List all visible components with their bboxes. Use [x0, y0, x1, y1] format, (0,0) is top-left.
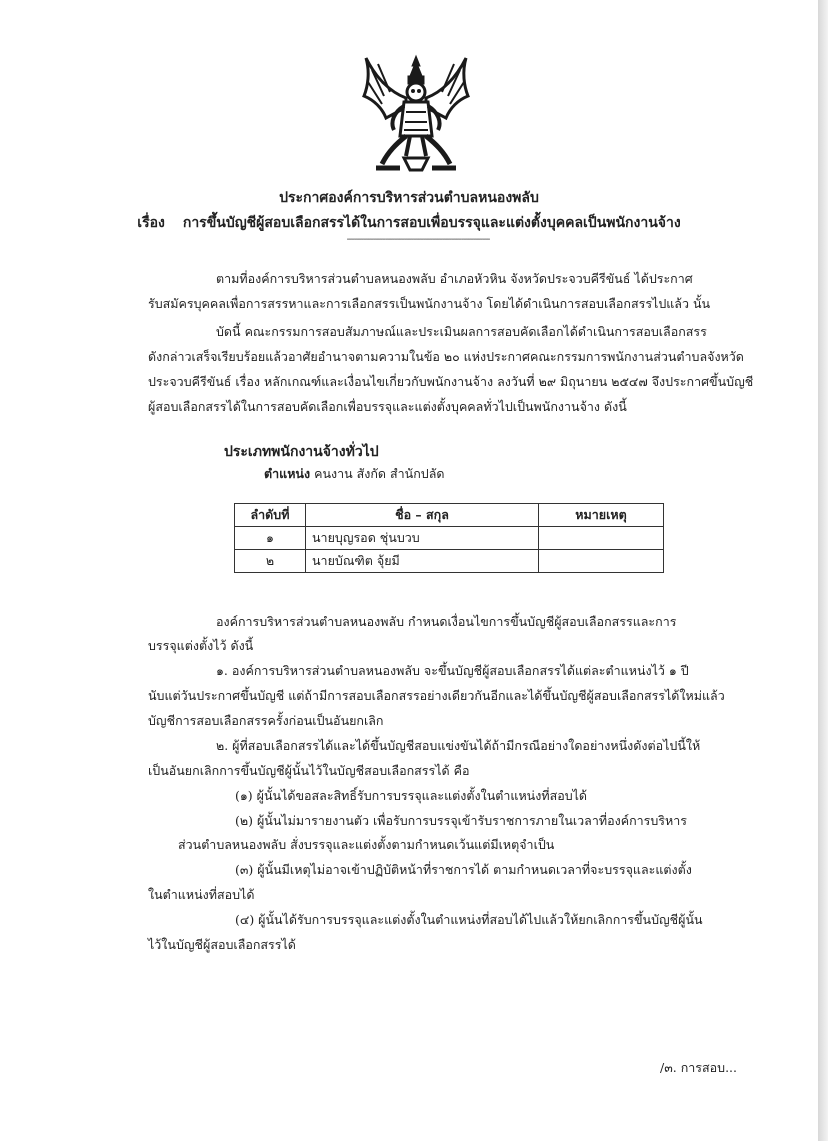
condition-sub-1: (๑) ผู้นั้นได้ขอสละสิทธิ์รับการบรรจุและแต่งตั้งในตำแหน่งที่สอบได้ — [235, 788, 588, 803]
table-row — [235, 550, 664, 573]
paragraph-line: นับแต่วันประกาศขึ้นบัญชี แต่ถ้ามีการสอบเลือกสรรอย่างเดียวกันอีกและได้ขึ้นบัญชีผู้สอบเลือกสรรได้ใหม่แล้ว — [148, 688, 725, 703]
table-cell-order: ๑ — [235, 527, 306, 550]
paragraph-line: รับสมัครบุคคลเพื่อการสรรหาและการเลือกสรรเป็นพนักงานจ้าง โดยได้ดำเนินการสอบเลือกสรรไปแล้ว นั้น — [148, 296, 711, 311]
paragraph-line: บัญชีการสอบเลือกสรรครั้งก่อนเป็นอันยกเลิก — [148, 713, 384, 728]
condition-item-2: ๒. ผู้ที่สอบเลือกสรรได้และได้ขึ้นบัญชีสอบแข่งขันได้ถ้ามีกรณีอย่างใดอย่างหนึ่งดังต่อไปนี้ให้ — [216, 738, 701, 753]
title-separator: ------------------------------------------------------------ — [346, 234, 490, 245]
table-cell-name: นายบุญรอด ชุ่นบวบ — [306, 527, 539, 550]
paragraph-line: ผู้สอบเลือกสรรได้ในการสอบคัดเลือกเพื่อบรรจุและแต่งตั้งบุคคลทั่วไปเป็นพนักงานจ้าง ดังนี้ — [148, 399, 627, 414]
paragraph-line: บัดนี้ คณะกรรมการสอบสัมภาษณ์และประเมินผลการสอบคัดเลือกได้ดำเนินการสอบเลือกสรร — [216, 324, 707, 339]
paragraph-line: เป็นอันยกเลิกการขึ้นบัญชีผู้นั้นไว้ในบัญชีสอบเลือกสรรได้ คือ — [148, 763, 470, 778]
position-label: ตำแหน่ง — [264, 466, 311, 481]
employee-type-heading: ประเภทพนักงานจ้างทั่วไป — [224, 444, 379, 460]
position-value: คนงาน สังกัด สำนักปลัด — [314, 466, 445, 481]
paragraph-line: ส่วนตำบลหนองพลับ สั่งบรรจุและแต่งตั้งตามกำหนดเว้นแต่มีเหตุจำเป็น — [178, 837, 555, 852]
paragraph-line: ประจวบคีรีขันธ์ เรื่อง หลักเกณฑ์และเงื่อนไขเกี่ยวกับพนักงานจ้าง ลงวันที่ ๒๙ มิถุนายน ๒๕๔๗ จึงประกาศขึ้นบัญชี — [148, 374, 754, 389]
table-cell-remark — [539, 550, 664, 573]
table-cell-name: นายบัณฑิต จุ้ยมี — [306, 550, 539, 573]
position-line — [264, 465, 445, 483]
paragraph-line: ดังกล่าวเสร็จเรียบร้อยแล้วอาศัยอำนาจตามความในข้อ ๒๐ แห่งประกาศคณะกรรมการพนักงานส่วนตำบลจังหวัด — [148, 349, 744, 364]
page-edge-shadow — [818, 0, 828, 1141]
column-header-remark: หมายเหตุ — [539, 504, 664, 527]
candidate-table — [234, 503, 664, 573]
announcement-subject — [0, 212, 818, 234]
subject-text: การขึ้นบัญชีผู้สอบเลือกสรรได้ในการสอบเพื่อบรรจุและแต่งตั้งบุคคลเป็นพนักงานจ้าง — [182, 215, 681, 231]
table-header-row — [235, 504, 664, 527]
condition-item-1: ๑. องค์การบริหารส่วนตำบลหนองพลับ จะขึ้นบัญชีผู้สอบเลือกสรรได้แต่ละตำแหน่งไว้ ๑ ปี — [216, 663, 689, 678]
paragraph-line: องค์การบริหารส่วนตำบลหนองพลับ กำหนดเงื่อนไขการขึ้นบัญชีผู้สอบเลือกสรรและการ — [216, 614, 677, 629]
announcement-title: ประกาศองค์การบริหารส่วนตำบลหนองพลับ — [279, 190, 539, 206]
page-continuation: /๓. การสอบ... — [660, 1060, 737, 1075]
column-header-order: ลำดับที่ — [235, 504, 306, 527]
garuda-emblem-icon — [360, 52, 472, 176]
paragraph-line: ตามที่องค์การบริหารส่วนตำบลหนองพลับ อำเภอหัวหิน จังหวัดประจวบคีรีขันธ์ ได้ประกาศ — [216, 271, 693, 286]
paragraph-line: บรรจุแต่งตั้งไว้ ดังนี้ — [148, 638, 254, 653]
condition-sub-2: (๒) ผู้นั้นไม่มารายงานตัว เพื่อรับการบรรจุเข้ารับราชการภายในเวลาที่องค์การบริหาร — [235, 813, 687, 828]
condition-sub-3: (๓) ผู้นั้นมีเหตุไม่อาจเข้าปฏิบัติหน้าที่ราชการได้ ตามกำหนดเวลาที่จะบรรจุและแต่งตั้ง — [235, 862, 692, 877]
table-row — [235, 527, 664, 550]
paragraph-line: ในตำแหน่งที่สอบได้ — [148, 887, 255, 902]
subject-label: เรื่อง — [137, 215, 165, 231]
table-cell-order: ๒ — [235, 550, 306, 573]
column-header-name: ชื่อ – สกุล — [306, 504, 539, 527]
table-cell-remark — [539, 527, 664, 550]
condition-sub-4: (๔) ผู้นั้นได้รับการบรรจุและแต่งตั้งในตำแหน่งที่สอบได้ไปแล้วให้ยกเลิกการขึ้นบัญชีผู้นั้น — [235, 912, 703, 927]
paragraph-line: ไว้ในบัญชีผู้สอบเลือกสรรได้ — [148, 937, 296, 952]
